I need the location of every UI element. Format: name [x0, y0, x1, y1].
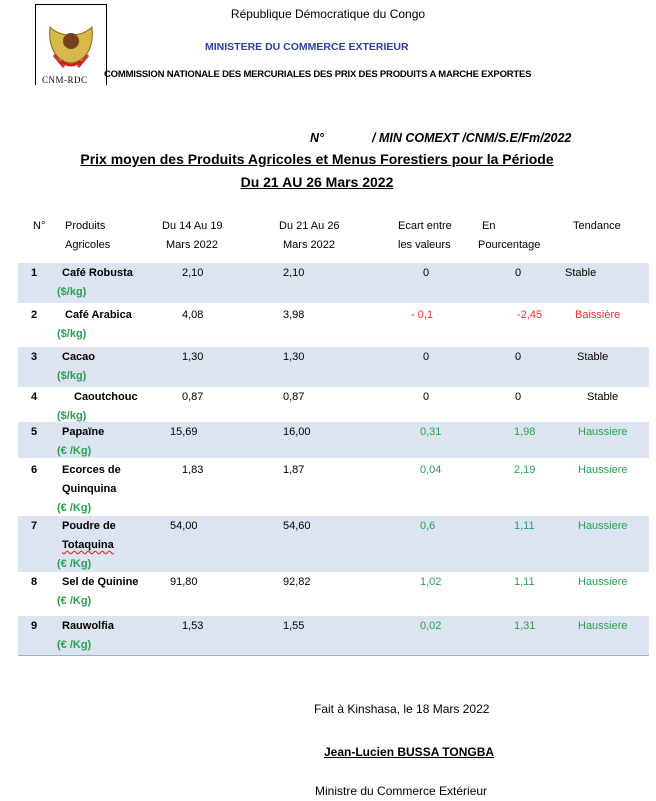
price-period-1: 91,80 — [170, 576, 198, 588]
product-unit: (€ /Kg) — [57, 558, 92, 570]
price-period-2: 1,55 — [283, 620, 305, 632]
price-period-1: 15,69 — [170, 426, 198, 438]
logo-text: CNM-RDC — [42, 75, 88, 85]
product-name: Café Arabica — [65, 309, 132, 321]
value-gap: 0,6 — [420, 520, 436, 532]
percentage: 1,11 — [514, 520, 535, 532]
price-period-2: 0,87 — [283, 391, 305, 403]
percentage: 1,98 — [514, 426, 536, 438]
product-unit: ($/kg) — [57, 370, 87, 382]
trend: Haussiere — [578, 620, 628, 632]
ministry-name: MINISTERE DU COMMERCE EXTERIEUR — [205, 41, 409, 53]
price-period-1: 1,83 — [182, 464, 204, 476]
price-period-2: 2,10 — [283, 267, 305, 279]
place-date: Fait à Kinshasa, le 18 Mars 2022 — [314, 702, 490, 716]
value-gap: 0 — [423, 351, 430, 363]
price-period-1: 1,53 — [182, 620, 204, 632]
trend: Baissière — [575, 309, 621, 321]
table-row — [18, 572, 649, 616]
trend: Haussiere — [578, 464, 628, 476]
price-period-2: 1,30 — [283, 351, 305, 363]
value-gap: 0,04 — [420, 464, 442, 476]
product-unit: (€ /Kg) — [57, 502, 92, 514]
product-name: Sel de Quinine — [62, 576, 139, 588]
product-name: Papaïne — [62, 426, 105, 438]
row-number: 4 — [31, 391, 38, 403]
percentage: 2,19 — [514, 464, 536, 476]
table-row — [18, 616, 649, 655]
table-row — [18, 263, 649, 303]
trend: Stable — [565, 267, 597, 279]
price-period-1: 1,30 — [182, 351, 204, 363]
row-number: 8 — [31, 576, 38, 588]
trend: Haussiere — [578, 426, 628, 438]
price-period-1: 54,00 — [170, 520, 198, 532]
table-bottom-rule — [18, 655, 649, 656]
col-gap: Ecart entre les valeurs — [398, 220, 452, 251]
table-row — [18, 305, 649, 347]
price-period-2: 16,00 — [283, 426, 311, 438]
product-unit: (€ /Kg) — [57, 445, 92, 457]
row-number: 6 — [31, 464, 38, 476]
row-number: 2 — [31, 309, 38, 321]
col-period-1: Du 14 Au 19 Mars 2022 — [162, 220, 223, 251]
table-row — [18, 516, 649, 572]
percentage: 1,31 — [514, 620, 536, 632]
table-row — [18, 460, 649, 516]
signer-role: Ministre du Commerce Extérieur — [315, 784, 488, 798]
price-period-2: 92,82 — [283, 576, 311, 588]
price-period-2: 1,87 — [283, 464, 305, 476]
signer-name: Jean-Lucien BUSSA TONGBA — [324, 745, 495, 759]
row-number: 1 — [31, 267, 38, 279]
product-unit: ($/kg) — [57, 328, 87, 340]
product-unit: (€ /Kg) — [57, 639, 92, 651]
row-number: 7 — [31, 520, 38, 532]
row-number: 3 — [31, 351, 38, 363]
table-row — [18, 387, 649, 422]
product-unit: ($/kg) — [57, 410, 87, 422]
percentage: 0 — [515, 351, 522, 363]
product-name: Poudre de Totaquina — [62, 520, 116, 551]
trend: Stable — [577, 351, 609, 363]
col-period-2: Du 21 Au 26 Mars 2022 — [279, 220, 340, 251]
price-period-2: 54,60 — [283, 520, 311, 532]
col-percentage: En Pourcentage — [478, 220, 541, 251]
table-row — [18, 347, 649, 387]
percentage: 0 — [515, 391, 522, 403]
value-gap: 0 — [423, 391, 430, 403]
percentage: 0 — [515, 267, 522, 279]
product-unit: ($/kg) — [57, 286, 87, 298]
col-no: N° — [33, 220, 46, 232]
price-period-1: 4,08 — [182, 309, 204, 321]
table-row — [18, 422, 649, 458]
product-unit: (€ /Kg) — [57, 595, 92, 607]
trend: Haussiere — [578, 576, 628, 588]
price-period-2: 3,98 — [283, 309, 305, 321]
product-name: Cacao — [62, 351, 96, 363]
value-gap: - 0,1 — [411, 309, 434, 321]
emblem-icon — [44, 17, 98, 71]
price-period-1: 0,87 — [182, 391, 204, 403]
product-name: Ecorces de Quinquina — [62, 464, 121, 495]
product-name: Caoutchouc — [74, 391, 138, 403]
percentage: -2,45 — [517, 309, 543, 321]
republic-name: République Démocratique du Congo — [230, 7, 426, 21]
value-gap: 0,02 — [420, 620, 442, 632]
price-period-1: 2,10 — [182, 267, 204, 279]
value-gap: 0,31 — [420, 426, 442, 438]
col-product: Produits Agricoles — [65, 220, 111, 251]
percentage: 1,11 — [514, 576, 535, 588]
document-period: Du 21 AU 26 Mars 2022 — [240, 174, 394, 190]
commission-name: COMMISSION NATIONALE DES MERCURIALES DES PRIX DES PRODUITS A MARCHE EXPORTES — [104, 69, 532, 80]
row-number: 5 — [31, 426, 38, 438]
document-title: Prix moyen des Produits Agricoles et Menus Forestiers pour la Période — [80, 151, 554, 167]
value-gap: 0 — [423, 267, 430, 279]
trend: Haussiere — [578, 520, 628, 532]
reference-number: N° / MIN COMEXT /CNM/S.E/Fm/2022 — [310, 131, 572, 145]
product-name: Café Robusta — [62, 267, 133, 279]
col-trend: Tendance — [573, 220, 621, 232]
row-number: 9 — [31, 620, 38, 632]
product-name: Rauwolfia — [62, 620, 114, 632]
value-gap: 1,02 — [420, 576, 442, 588]
trend: Stable — [587, 391, 619, 403]
